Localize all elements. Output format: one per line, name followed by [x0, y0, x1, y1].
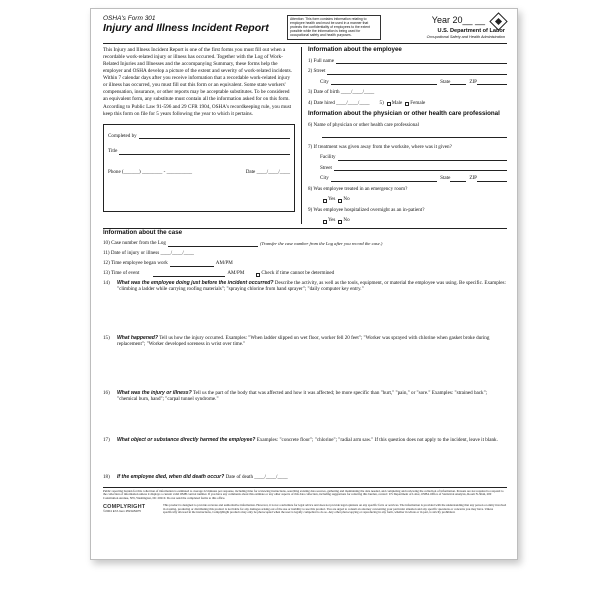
- form-header: [103, 15, 507, 40]
- title-field[interactable]: [108, 148, 290, 155]
- intro-paragraph-1: This Injury and Illness Incident Report is one of the first forms you must fill out when a recordable work-related injury or illness has occurred. Together with the Log of Work-Related Injuries and Illnesses and the accompanying Summary, these forms help the employer and OSHA develop a picture of the extent and severity of work-related incidents.: [103, 47, 292, 74]
- hosp-no-checkbox[interactable]: [338, 220, 342, 224]
- employee-city-state-zip: City State ZIP: [320, 79, 507, 86]
- disclaimer-text: This product is designed to provide accurate and authoritative information. However, it is not a substitute for legal advice and does not provide legal opinions on any specific facts or services. The information is provided with the understanding that any person or entity involved in creating, producing or distributing this product is not liable for any damages arising out of the use or inability to use this product. You are urged to consult an attorney concerning your particular situation and any specific questions or concerns you may have. Unless specifically allowed in the instructions, ComplyRight products may only be photocopied when the user is legally compelled to do so. Any other photocopying or reproducing in any form, whether in whole or in part, is strictly prohibited.: [163, 502, 507, 515]
- time-of-event-row: 13) Time of event AM/PM Check if time cannot be determined: [103, 270, 335, 277]
- question-14[interactable]: 14) What was the employee doing just before the incident occurred? Describe the activity, as well as the tools, equipment, or material the employee was using. Be specific. Examples: "climbing a ladder while carrying roofing materials"; "spraying chlorine from hand sprayer"; "daily computer key entry.": [103, 279, 506, 293]
- case-number-label: 10) Case number from the Log: [103, 240, 166, 247]
- intro-paragraph-3: According to Public Law 91-596 and 29 CFR 1904, OSHA's recordkeeping rule, you must keep this form on file for 5 years following the year to which it pertains.: [103, 103, 292, 117]
- facility-city-state-zip: City State ZIP: [320, 175, 507, 182]
- case-section-heading: Information about the case: [103, 228, 507, 237]
- case-number-row: [103, 240, 507, 247]
- full-name-field[interactable]: 1) Full name: [308, 58, 507, 65]
- header-rule: [103, 43, 507, 44]
- phone-date-row: [108, 169, 290, 176]
- case-number-note: (Transfer the case number from the Log after you record the case.): [259, 240, 383, 246]
- form-number: OSHA's Form 301: [103, 15, 156, 22]
- treatment-location-label: 7) If treatment was given away from the worksite, where was it given?: [308, 143, 452, 150]
- year-field[interactable]: Year 20__ __: [431, 15, 485, 25]
- footer-bottom: [103, 504, 507, 515]
- header-right: [381, 15, 507, 40]
- emergency-room-question: 8) Was employee treated in an emergency room?: [308, 185, 408, 192]
- date-field[interactable]: Date ____/____/____: [245, 168, 290, 175]
- hosp-yes-checkbox[interactable]: [323, 220, 327, 224]
- female-checkbox[interactable]: [405, 102, 409, 106]
- form-sheet: [90, 8, 518, 560]
- hospitalized-question: 9) Was employee hospitalized overnight as an in-patient?: [308, 206, 425, 213]
- title-label: Title: [108, 148, 118, 155]
- top-columns: [103, 47, 507, 224]
- male-checkbox[interactable]: [387, 102, 391, 106]
- form-title: Injury and Illness Incident Report: [103, 22, 269, 35]
- completed-by-box: [103, 124, 295, 212]
- er-no-checkbox[interactable]: [338, 199, 342, 203]
- completed-by-label: Completed by: [108, 132, 137, 139]
- time-undetermined-checkbox[interactable]: [256, 273, 260, 277]
- facility-street-field[interactable]: Street: [320, 165, 507, 172]
- employee-section-heading: Information about the employee: [308, 46, 402, 53]
- question-17[interactable]: 17) What object or substance directly harmed the employee? Examples: "concrete floor"; "chlorine"; "radial arm saw." If this question does not apply to the incident, leave it blank.: [103, 436, 498, 443]
- time-began-work-field[interactable]: [170, 262, 214, 267]
- department-name: U.S. Department of Labor: [437, 27, 505, 34]
- case-section: [103, 228, 507, 484]
- er-yes-checkbox[interactable]: [323, 199, 327, 203]
- facility-field[interactable]: Facility: [320, 154, 507, 161]
- intro-paragraph-2: Within 7 calendar days after you receive information that a recordable work-related injury or illness has occurred, you must fill out this form or an equivalent. Some state workers' compensation, insurance, or other reports may be acceptable substitutes. To be considered an equivalent form, any substitute must contain all the information asked for on this form.: [103, 75, 291, 103]
- date-hired-field[interactable]: 4) Date hired ____/____/____: [308, 99, 370, 106]
- intro-text: [103, 47, 295, 118]
- time-of-event-field[interactable]: [153, 272, 225, 277]
- date-hired-row: 4) Date hired ____/____/____ 5) Male Female: [308, 99, 426, 106]
- physician-section-heading: Information about the physician or other health care professional: [308, 110, 500, 118]
- physician-name-label: 6) Name of physician or other health care professional: [308, 122, 419, 129]
- right-column: [301, 47, 507, 224]
- question-16[interactable]: 16) What was the injury or illness? Tell us the part of the body that was affected and how it was affected; be more specific than "hurt," "pain," or "sore." Examples: "strained back"; "chemical burn, hand"; "carpal tunnel syndrome.": [103, 389, 488, 403]
- attention-box: Attention: This form contains information relating to employee health and must be used in a manner that protects the confidentiality of employees to the extent possible while the information is being used for occupational safety and health purposes.: [287, 15, 381, 40]
- date-of-birth-field[interactable]: 3) Date of birth ____/____/____: [308, 89, 375, 96]
- hospitalized-options: Yes No: [320, 217, 507, 224]
- question-18[interactable]: 18) If the employee died, when did death occur? Date of death ____/____/____: [103, 473, 288, 480]
- physician-name-field[interactable]: [320, 133, 507, 138]
- emergency-room-options: Yes No: [320, 196, 507, 203]
- street-field[interactable]: 2) Street: [308, 68, 507, 75]
- date-of-injury-field[interactable]: 11) Date of injury or illness ____/____/____: [103, 250, 194, 257]
- complyright-logo: COMPLYRIGHT ©2004 E7A Item #W3LB2P5: [103, 503, 146, 514]
- agency-name: Occupational Safety and Health Administration: [426, 34, 505, 39]
- time-began-work-row: 12) Time employee began work AM/PM: [103, 260, 233, 267]
- footer: [103, 487, 507, 515]
- case-number-field[interactable]: [168, 242, 258, 247]
- burden-statement: Public reporting burden for this collection of information is estimated to average 22 minutes per response, including time for reviewing instructions, searching existing data sources, gathering and maintaining the data needed, and completing and reviewing the collection of information. Persons are not required to respond to the collection of information unless it displays a current valid OMB control number. If you have any comments about this estimate or any other aspects of this data collection, including suggestions for reducing this burden, contact: US Department of Labor, OSHA Office of Statistical Analysis, Room N-3644, 200 Constitution Avenue, NW, Washington, DC 20210. Do not send the completed forms to this office.: [103, 488, 504, 501]
- question-15[interactable]: 15) What happened? Tell us how the injury occurred. Examples: "When ladder slipped on wet floor, worker fell 20 feet"; "Worker was sprayed with chlorine when gasket broke during replacement"; "Worker developed soreness in wrist over time.": [103, 334, 490, 348]
- left-column: [103, 47, 301, 224]
- phone-field[interactable]: Phone (______) ________ - __________: [108, 168, 193, 175]
- completed-by-field[interactable]: [108, 133, 290, 140]
- header-left: [103, 15, 281, 40]
